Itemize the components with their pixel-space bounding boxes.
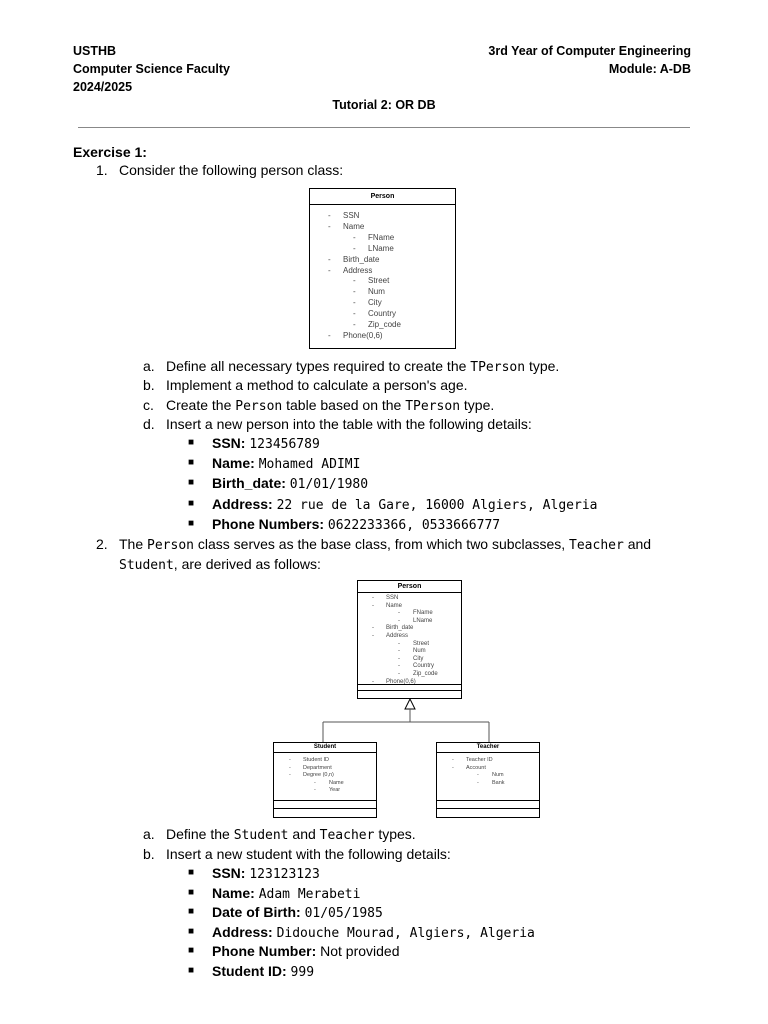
inheritance-arrow-icon [405, 699, 415, 709]
detail-value: 999 [290, 965, 315, 980]
attr-dash: - [372, 625, 374, 632]
person-box-title: Person [358, 581, 461, 593]
attr-item: Zip_code [413, 671, 438, 677]
attr-dash: - [372, 595, 374, 601]
attr-dash: - [314, 787, 316, 794]
bullet-icon: ■ [188, 457, 195, 469]
attr-item: Account [466, 764, 486, 771]
attr-item: Address [386, 633, 409, 639]
detail-value: 123123123 [249, 867, 320, 882]
bullet-icon: ■ [188, 906, 195, 918]
bullet-icon: ■ [188, 965, 195, 976]
attr-dash: - [353, 309, 356, 319]
attr-item: LName [413, 617, 433, 624]
detail-label: Birth_date: [212, 475, 290, 492]
detail-item [212, 864, 320, 884]
detail-value: Didouche Mourad, Algiers, Algeria [276, 925, 535, 941]
compartment-divider [437, 800, 539, 801]
compartment-divider [358, 690, 461, 691]
attr-dash: - [398, 648, 400, 655]
q1a-letter: a. [143, 358, 155, 374]
attr-item: FName [413, 610, 433, 617]
student-class-box [273, 742, 377, 818]
detail-value: 01/05/1985 [304, 906, 383, 922]
program-year: 3rd Year of Computer Engineering [488, 44, 691, 58]
person-class-diagram [309, 188, 456, 349]
faculty-name: Computer Science Faculty [73, 62, 230, 76]
attr-item: Student ID [303, 757, 329, 763]
attr-dash: - [353, 232, 356, 242]
detail-label: SSN: [212, 865, 250, 881]
attr-item: City [413, 655, 424, 662]
attr-dash: - [398, 671, 400, 677]
detail-label: Address: [212, 923, 277, 940]
teacher-class-box [436, 742, 540, 818]
bullet-icon: ■ [188, 517, 195, 529]
attr-dash: - [289, 764, 291, 771]
attr-dash: - [353, 276, 356, 286]
q1b-letter: b. [143, 377, 155, 393]
attr-dash: - [372, 633, 374, 639]
attr-item: Address [343, 265, 373, 275]
compartment-divider [274, 808, 376, 809]
detail-label: Address: [212, 495, 277, 512]
attr-dash: - [353, 320, 356, 329]
detail-item [212, 884, 360, 904]
attr-dash: - [372, 602, 374, 609]
attr-dash: - [289, 772, 291, 779]
q2-text-line1: The Person class serves as the base class, from which two subclasses, Teacher and [119, 536, 652, 553]
detail-value: 22 rue de la Gare, 16000 Algiers, Algeria [276, 497, 598, 513]
detail-item [212, 474, 368, 494]
q1-text: Consider the following person class: [119, 162, 344, 178]
attr-dash: - [314, 779, 316, 786]
header-divider [78, 127, 690, 128]
attr-item: City [368, 298, 382, 308]
detail-value: Not provided [320, 943, 400, 960]
attr-dash: - [452, 757, 454, 763]
attr-dash: - [452, 764, 454, 771]
attr-dash: - [353, 287, 356, 297]
detail-label: SSN: [212, 435, 250, 451]
detail-item [212, 962, 314, 982]
attr-item: Degree (0,n) [303, 772, 334, 779]
detail-item [212, 434, 320, 454]
detail-value: 01/01/1980 [289, 477, 369, 493]
attr-item: Country [368, 309, 397, 319]
detail-label: Phone Number: [212, 943, 321, 960]
attr-item: Name [386, 602, 403, 609]
attr-item: Zip_code [368, 320, 401, 329]
attr-item: Phone(0,6) [386, 678, 416, 685]
attr-dash: - [398, 655, 400, 662]
attr-item: Birth_date [386, 625, 414, 632]
detail-item [212, 495, 597, 515]
attr-dash: - [289, 757, 291, 763]
q1d-letter: d. [143, 416, 155, 432]
attr-dash: - [328, 221, 331, 231]
q1d-text: Insert a new person into the table with the following details: [166, 416, 532, 432]
attr-item: Name [329, 779, 344, 786]
attr-item: Bank [492, 779, 505, 786]
bullet-icon: ■ [188, 497, 195, 509]
detail-label: Name: [212, 884, 259, 901]
attr-item: Num [413, 648, 426, 655]
attr-item: Department [303, 764, 332, 771]
exercise-title: Exercise 1: [73, 144, 147, 160]
attr-item: Num [368, 287, 385, 297]
q1c-text: Create the Person table based on the TPerson type. [166, 397, 495, 414]
attr-item: Birth_date [343, 254, 380, 264]
attr-dash: - [353, 243, 356, 253]
attr-dash: - [477, 772, 479, 779]
attr-item: Country [413, 663, 435, 670]
attr-item: Teacher ID [466, 757, 493, 763]
header-left [73, 42, 230, 96]
compartment-divider [274, 800, 376, 801]
detail-item [212, 942, 400, 960]
detail-item [212, 454, 360, 474]
module-name: Module: A-DB [608, 62, 691, 76]
bullet-icon: ■ [188, 477, 195, 489]
attr-dash: - [398, 610, 400, 617]
bullet-icon: ■ [188, 945, 195, 957]
q1-number: 1. [96, 162, 108, 178]
q2b-letter: b. [143, 846, 155, 862]
header-right [488, 42, 691, 78]
attr-item: Street [413, 640, 430, 647]
q2a-text: Define the Student and Teacher types. [166, 826, 416, 843]
attr-item: FName [368, 232, 395, 242]
student-box-title: Student [274, 743, 376, 753]
detail-value: 123456789 [249, 437, 320, 452]
q2-number: 2. [96, 536, 108, 552]
detail-label: Student ID: [212, 963, 291, 979]
attr-dash: - [353, 298, 356, 308]
attr-dash: - [398, 617, 400, 624]
university-name: USTHB [73, 44, 117, 58]
bullet-icon: ■ [188, 437, 195, 448]
detail-label: Date of Birth: [212, 904, 305, 921]
q1b-text: Implement a method to calculate a person's age. [166, 377, 468, 393]
page-title: Tutorial 2: OR DB [332, 98, 436, 112]
attr-item: SSN [386, 595, 399, 601]
attr-dash: - [328, 254, 331, 264]
q2a-letter: a. [143, 826, 155, 842]
inheritance-diagram [270, 578, 545, 820]
detail-item [212, 903, 383, 923]
q1c-letter: c. [143, 397, 154, 413]
detail-item [212, 515, 500, 535]
bullet-icon: ■ [188, 867, 195, 878]
attr-dash: - [398, 663, 400, 670]
detail-label: Name: [212, 455, 259, 472]
attr-item: Num [492, 772, 504, 779]
teacher-box-title: Teacher [437, 743, 539, 753]
bullet-icon: ■ [188, 925, 195, 937]
attr-item: LName [368, 243, 394, 253]
attr-dash: - [328, 265, 331, 275]
person-class-box [357, 580, 462, 699]
detail-label: Phone Numbers: [212, 515, 328, 532]
compartment-divider [437, 808, 539, 809]
attr-dash: - [477, 779, 479, 786]
person-class-title: Person [310, 189, 455, 205]
detail-item [212, 923, 535, 943]
detail-value: 0622233366 [327, 517, 407, 533]
detail-value-2: , 0533666777 [406, 517, 501, 533]
attr-item: Name [343, 221, 365, 231]
attr-dash: - [398, 640, 400, 647]
detail-value: Adam Merabeti [258, 886, 361, 902]
attr-item: Street [368, 276, 390, 286]
q2-text-line2: Student, are derived as follows: [119, 556, 321, 573]
detail-value: Mohamed ADIMI [258, 457, 361, 473]
compartment-divider [358, 684, 461, 685]
bullet-icon: ■ [188, 886, 195, 898]
attr-item: Phone(0,6) [343, 330, 383, 340]
academic-year: 2024/2025 [73, 80, 133, 94]
attr-dash: - [328, 211, 331, 220]
q1a-text: Define all necessary types required to create the TPerson type. [166, 358, 560, 375]
attr-dash: - [372, 678, 374, 685]
attr-item: SSN [343, 211, 360, 220]
attr-dash: - [328, 330, 331, 340]
q2b-text: Insert a new student with the following details: [166, 846, 451, 862]
attr-item: Year [329, 787, 341, 794]
